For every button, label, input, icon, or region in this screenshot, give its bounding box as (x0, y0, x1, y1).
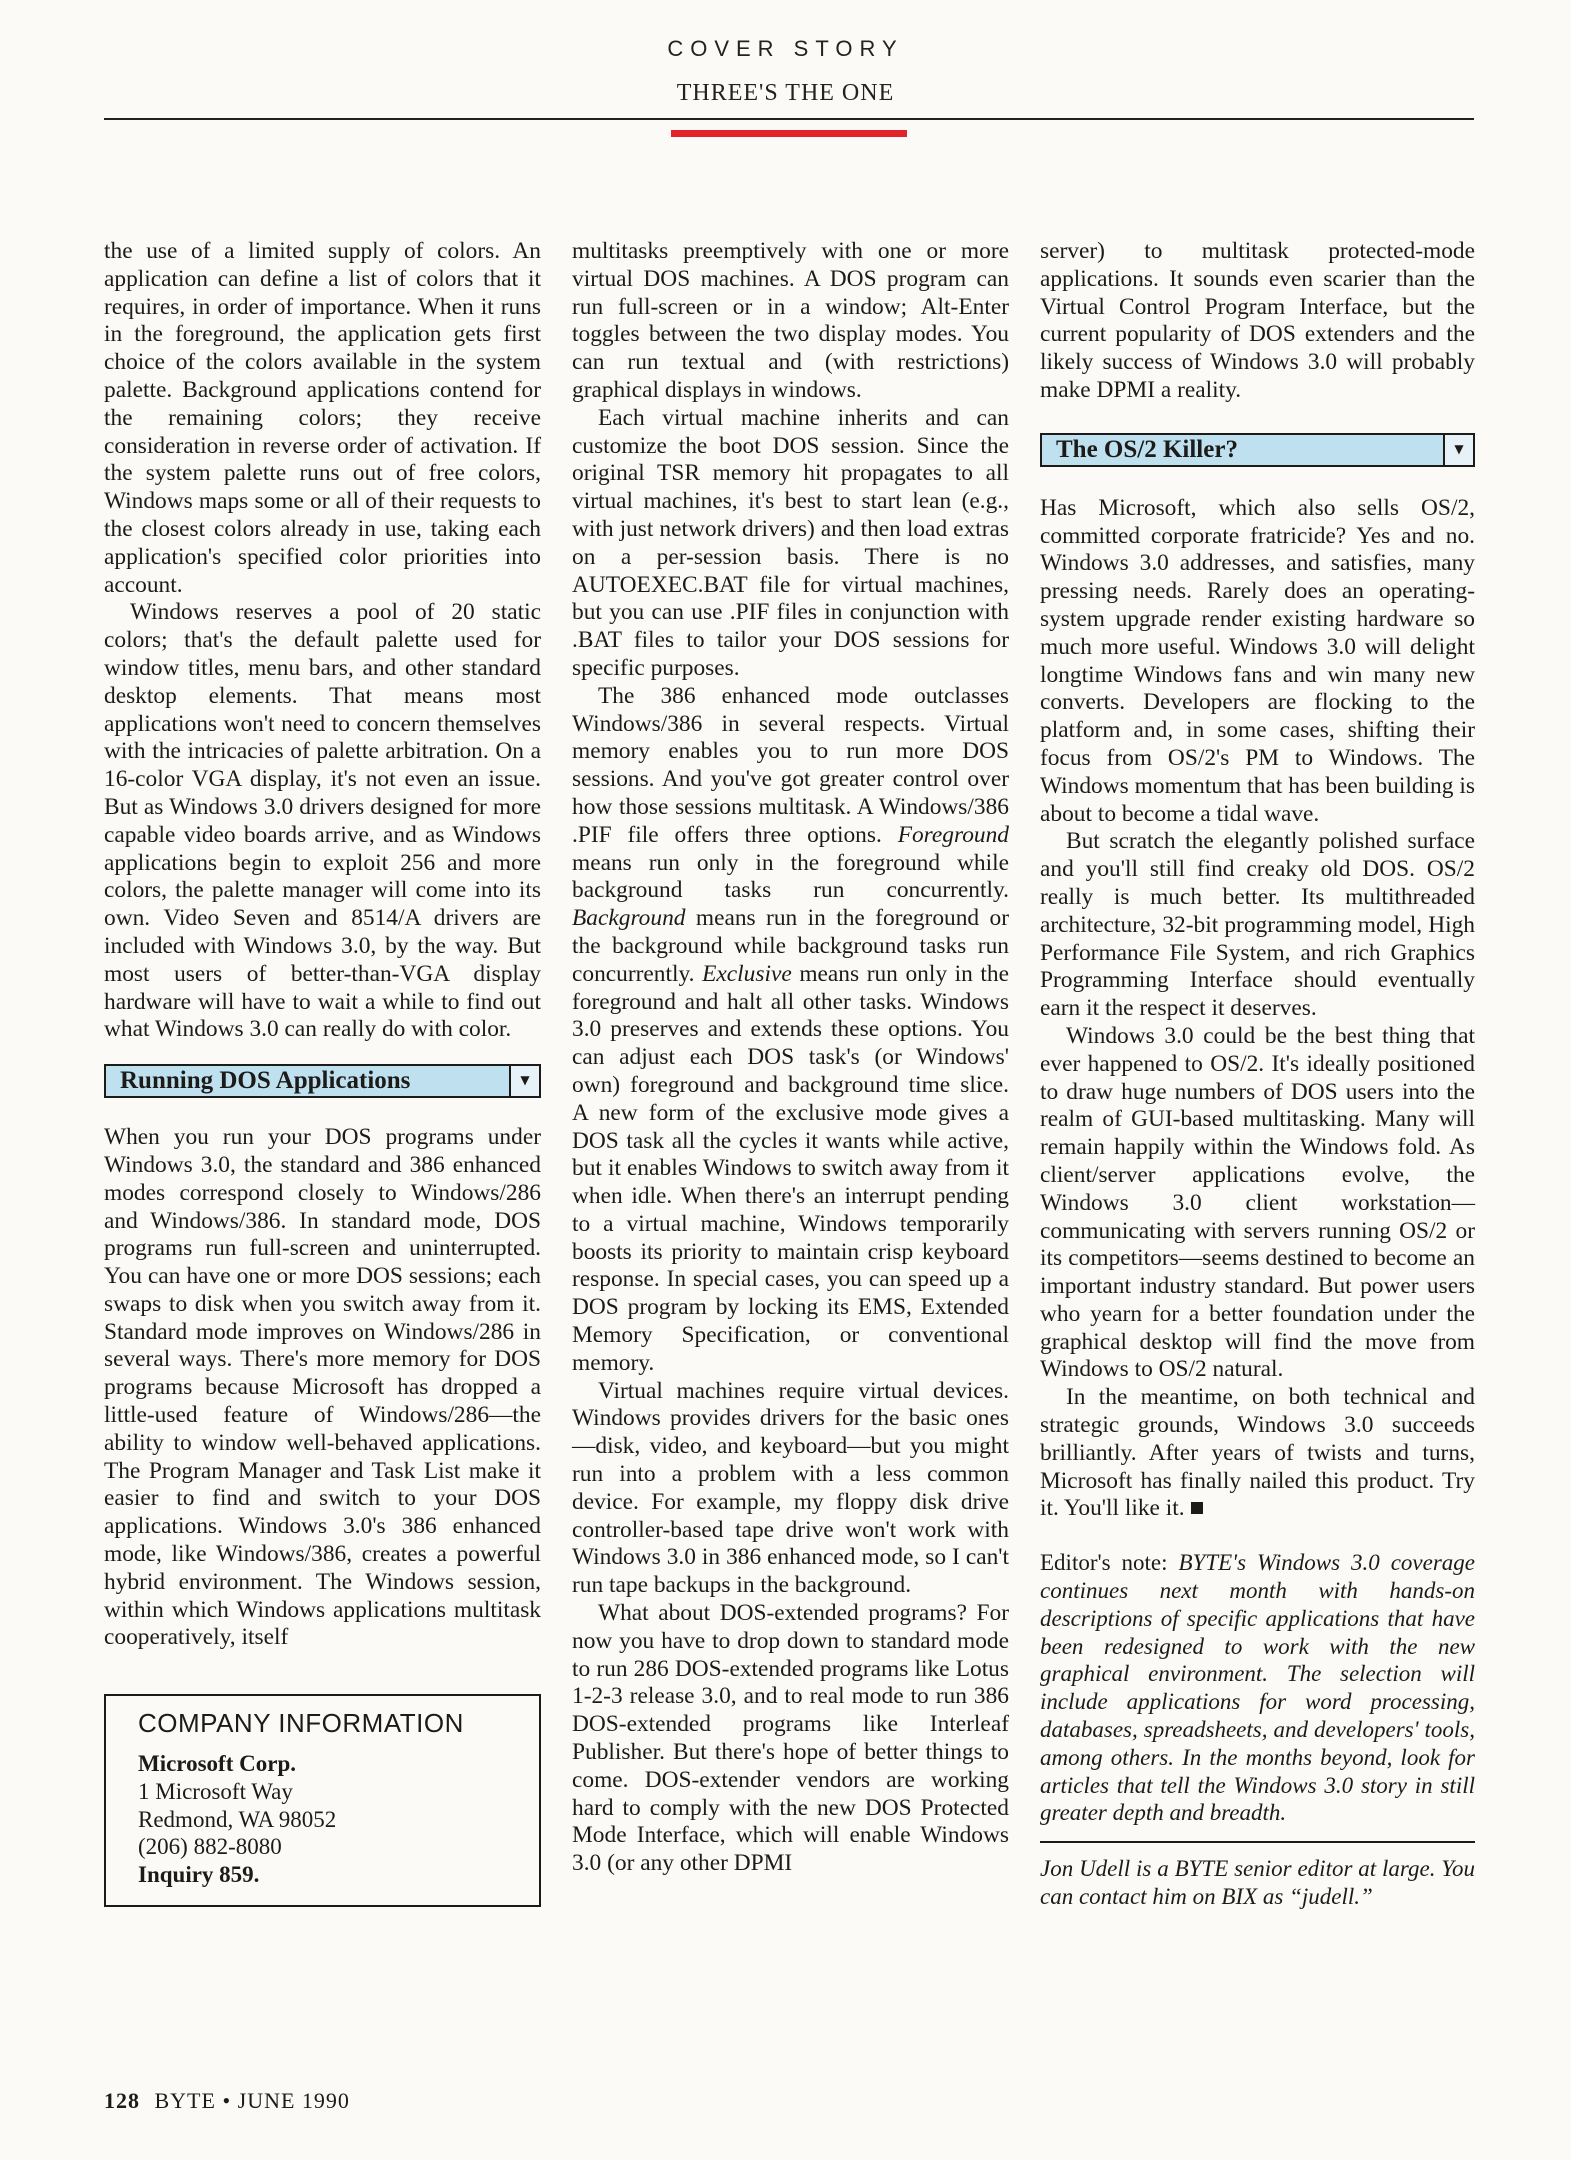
divider (1040, 1841, 1475, 1843)
company-address-1: 1 Microsoft Way (138, 1778, 293, 1804)
paragraph: When you run your DOS programs under Windows 3.0, the standard and 386 enhanced modes correspond closely to Windows/286 and Windows/386. In standard mode, DOS programs run full-screen and uninterrupted. You can have one or more DOS sessions; each swaps to disk when you switch away from it. Standard mode improves on Windows/286 in several ways. There's more memory for DOS programs because Microsoft has dropped a little-used feature of Windows/286—the ability to window well-behaved applications. The Program Manager and Task List make it easier to find and switch to your DOS applications. Windows 3.0's 386 enhanced mode, like Windows/386, creates a powerful hybrid environment. The Windows session, within which Windows applications multitask cooperatively, itself (104, 1124, 541, 1651)
section-heading-os2-killer (1040, 433, 1475, 467)
company-box-title: COMPANY INFORMATION (138, 1708, 464, 1739)
author-note: Jon Udell is a BYTE senior editor at large. You can contact him on BIX as “judell.” (1040, 1856, 1475, 1910)
header-title: THREE'S THE ONE (676, 80, 895, 106)
page-number: 128 (104, 2088, 140, 2113)
header-rule (104, 118, 1474, 120)
section-heading-running-dos (104, 1064, 541, 1098)
section-heading-label: Running DOS Applications (120, 1067, 411, 1095)
header-kicker: COVER STORY (667, 36, 904, 61)
paragraph: Windows 3.0 could be the best thing that ever happened to OS/2. It's ideally positioned to draw huge numbers of DOS users into the realm of GUI-based multitasking. Many will remain happily within the Windows fold. As client/server applications evolve, the Windows 3.0 client workstation—communicating with servers running OS/2 or its competitors—seems destined to become an important industry standard. But power users who yearn for a better foundation under the graphical desktop will find the move from Windows to OS/2 natural. (1040, 1022, 1475, 1383)
paragraph: multitasks preemptively with one or more virtual DOS machines. A DOS program can run full-screen or in a window; Alt-Enter toggles between the two display modes. You can run textual and (with restrictions) graphical displays in windows. (572, 238, 1009, 403)
header-accent-bar (671, 130, 907, 137)
paragraph: What about DOS-extended programs? For now you have to drop down to standard mode to run 286 DOS-extended programs like Lotus 1-2-3 release 3.0, and to real mode to run 386 DOS-extended programs like Interleaf Publisher. But there's hope of better things to come. DOS-extender vendors are working hard to comply with the new DOS Protected Mode Interface, which will enable Windows 3.0 (or any other DPMI (572, 1600, 1009, 1877)
chevron-down-icon: ▼ (509, 1066, 539, 1096)
article-column-3 (1040, 238, 1475, 1911)
paragraph: But scratch the elegantly polished surface and you'll still find creaky old DOS. OS/2 really is much better. Its multithreaded architecture, 32-bit programming model, High Performance File System, and rich Graphics Programming Interface should eventually earn it the respect it deserves. (1040, 828, 1475, 1022)
paragraph: the use of a limited supply of colors. An application can define a list of colors that it requires, in order of importance. When it runs in the foreground, the application gets first choice of the colors available in the system palette. Background applications contend for the remaining colors; they receive consideration in reverse order of activation. If the system palette runs out of free colors, Windows maps some or all of their requests to the closest colors already in use, taking each application's specified color priorities into account. (104, 238, 541, 598)
article-column-1 (104, 238, 541, 1907)
company-phone: (206) 882-8080 (138, 1834, 282, 1860)
chevron-down-icon: ▼ (1443, 435, 1473, 465)
end-mark-icon (1191, 1502, 1203, 1514)
publication-line: BYTE • JUNE 1990 (154, 2088, 350, 2113)
article-column-2 (572, 238, 1009, 1878)
editor-note-text: BYTE's Windows 3.0 coverage continues next month with hands-on descriptions of specific applications that have been redesigned to work with the new graphical environment. The selection will include applications for word processing, databases, spreadsheets, and developers' tools, among others. In the months beyond, look for articles that tell the Windows 3.0 story in still greater depth and breadth. (1040, 1550, 1475, 1826)
company-address-2: Redmond, WA 98052 (138, 1806, 337, 1832)
paragraph: Each virtual machine inherits and can customize the boot DOS session. Since the original TSR memory hit propagates to all virtual machines, it's best to start lean (e.g., with just network drivers) and then load extras on a per-session basis. There is no AUTOEXEC.BAT file for virtual machines, but you can use .PIF files in conjunction with .BAT files to tailor your DOS sessions for specific purposes. (572, 404, 1009, 681)
section-heading-label: The OS/2 Killer? (1056, 435, 1238, 463)
paragraph: Windows reserves a pool of 20 static colors; that's the default palette used for window titles, menu bars, and other standard desktop elements. That means most applications won't need to concern themselves with the intricacies of palette arbitration. On a 16-color VGA display, it's not even an issue. But as Windows 3.0 drivers designed for more capable video boards arrive, and as Windows applications begin to exploit 256 and more colors, the palette manager will come into its own. Video Seven and 8514/A drivers are included with Windows 3.0, by the way. But most users of better-than-VGA display hardware will have to wait a while to find out what Windows 3.0 can really do with color. (104, 599, 541, 1043)
paragraph: Virtual machines require virtual devices. Windows provides drivers for the basic ones—disk, video, and keyboard—but you might run into a problem with a less common device. For example, my floppy disk drive controller-based tape drive won't work with Windows 3.0 in 386 enhanced mode, so I can't run tape backups in the background. (572, 1377, 1009, 1599)
editor-note (1040, 1549, 1475, 1827)
editor-note-label: Editor's note: (1040, 1550, 1179, 1576)
paragraph: Has Microsoft, which also sells OS/2, committed corporate fratricide? Yes and no. Windows 3.0 addresses, and satisfies, many pressing needs. Rarely does an operating-system upgrade render existing hardware so much more useful. Windows 3.0 will delight longtime Windows fans and win many new converts. Developers are flocking to the platform and, in some cases, shifting their focus from OS/2's PM to Windows. The Windows momentum that has been building is about to become a tidal wave. (1040, 494, 1475, 827)
page-footer (104, 2088, 350, 2114)
company-name: Microsoft Corp. (138, 1751, 296, 1777)
company-inquiry: Inquiry 859. (138, 1862, 260, 1888)
paragraph: The 386 enhanced mode outclasses Windows/386 in several respects. Virtual memory enables you to run more DOS sessions. And you've got greater control over how those sessions multitask. A Windows/386 .PIF file offers three options. Foreground means run only in the foreground while background tasks run concurrently. Background means run in the foreground or the background while background tasks run concurrently. Exclusive means run only in the foreground and halt all other tasks. Windows 3.0 preserves and extends these options. You can adjust each DOS task's (or Windows' own) foreground and background time slice. A new form of the exclusive mode gives a DOS task all the cycles it wants while active, but it enables Windows to switch away from it when idle. When there's an interrupt pending to a virtual machine, Windows temporarily boosts its priority to maintain crisp keyboard response. In special cases, you can speed up a DOS program by locking its EMS, Extended Memory Specification, or conventional memory. (572, 682, 1010, 1376)
company-information-box (104, 1694, 541, 1907)
paragraph: In the meantime, on both technical and strategic grounds, Windows 3.0 succeeds brilliantly. After years of twists and turns, Microsoft has finally nailed this product. Try it. You'll like it. (1040, 1384, 1475, 1522)
paragraph: server) to multitask protected-mode applications. It sounds even scarier than the Virtual Control Program Interface, but the current popularity of DOS extenders and the likely success of Windows 3.0 will probably make DPMI a reality. (1040, 238, 1475, 403)
